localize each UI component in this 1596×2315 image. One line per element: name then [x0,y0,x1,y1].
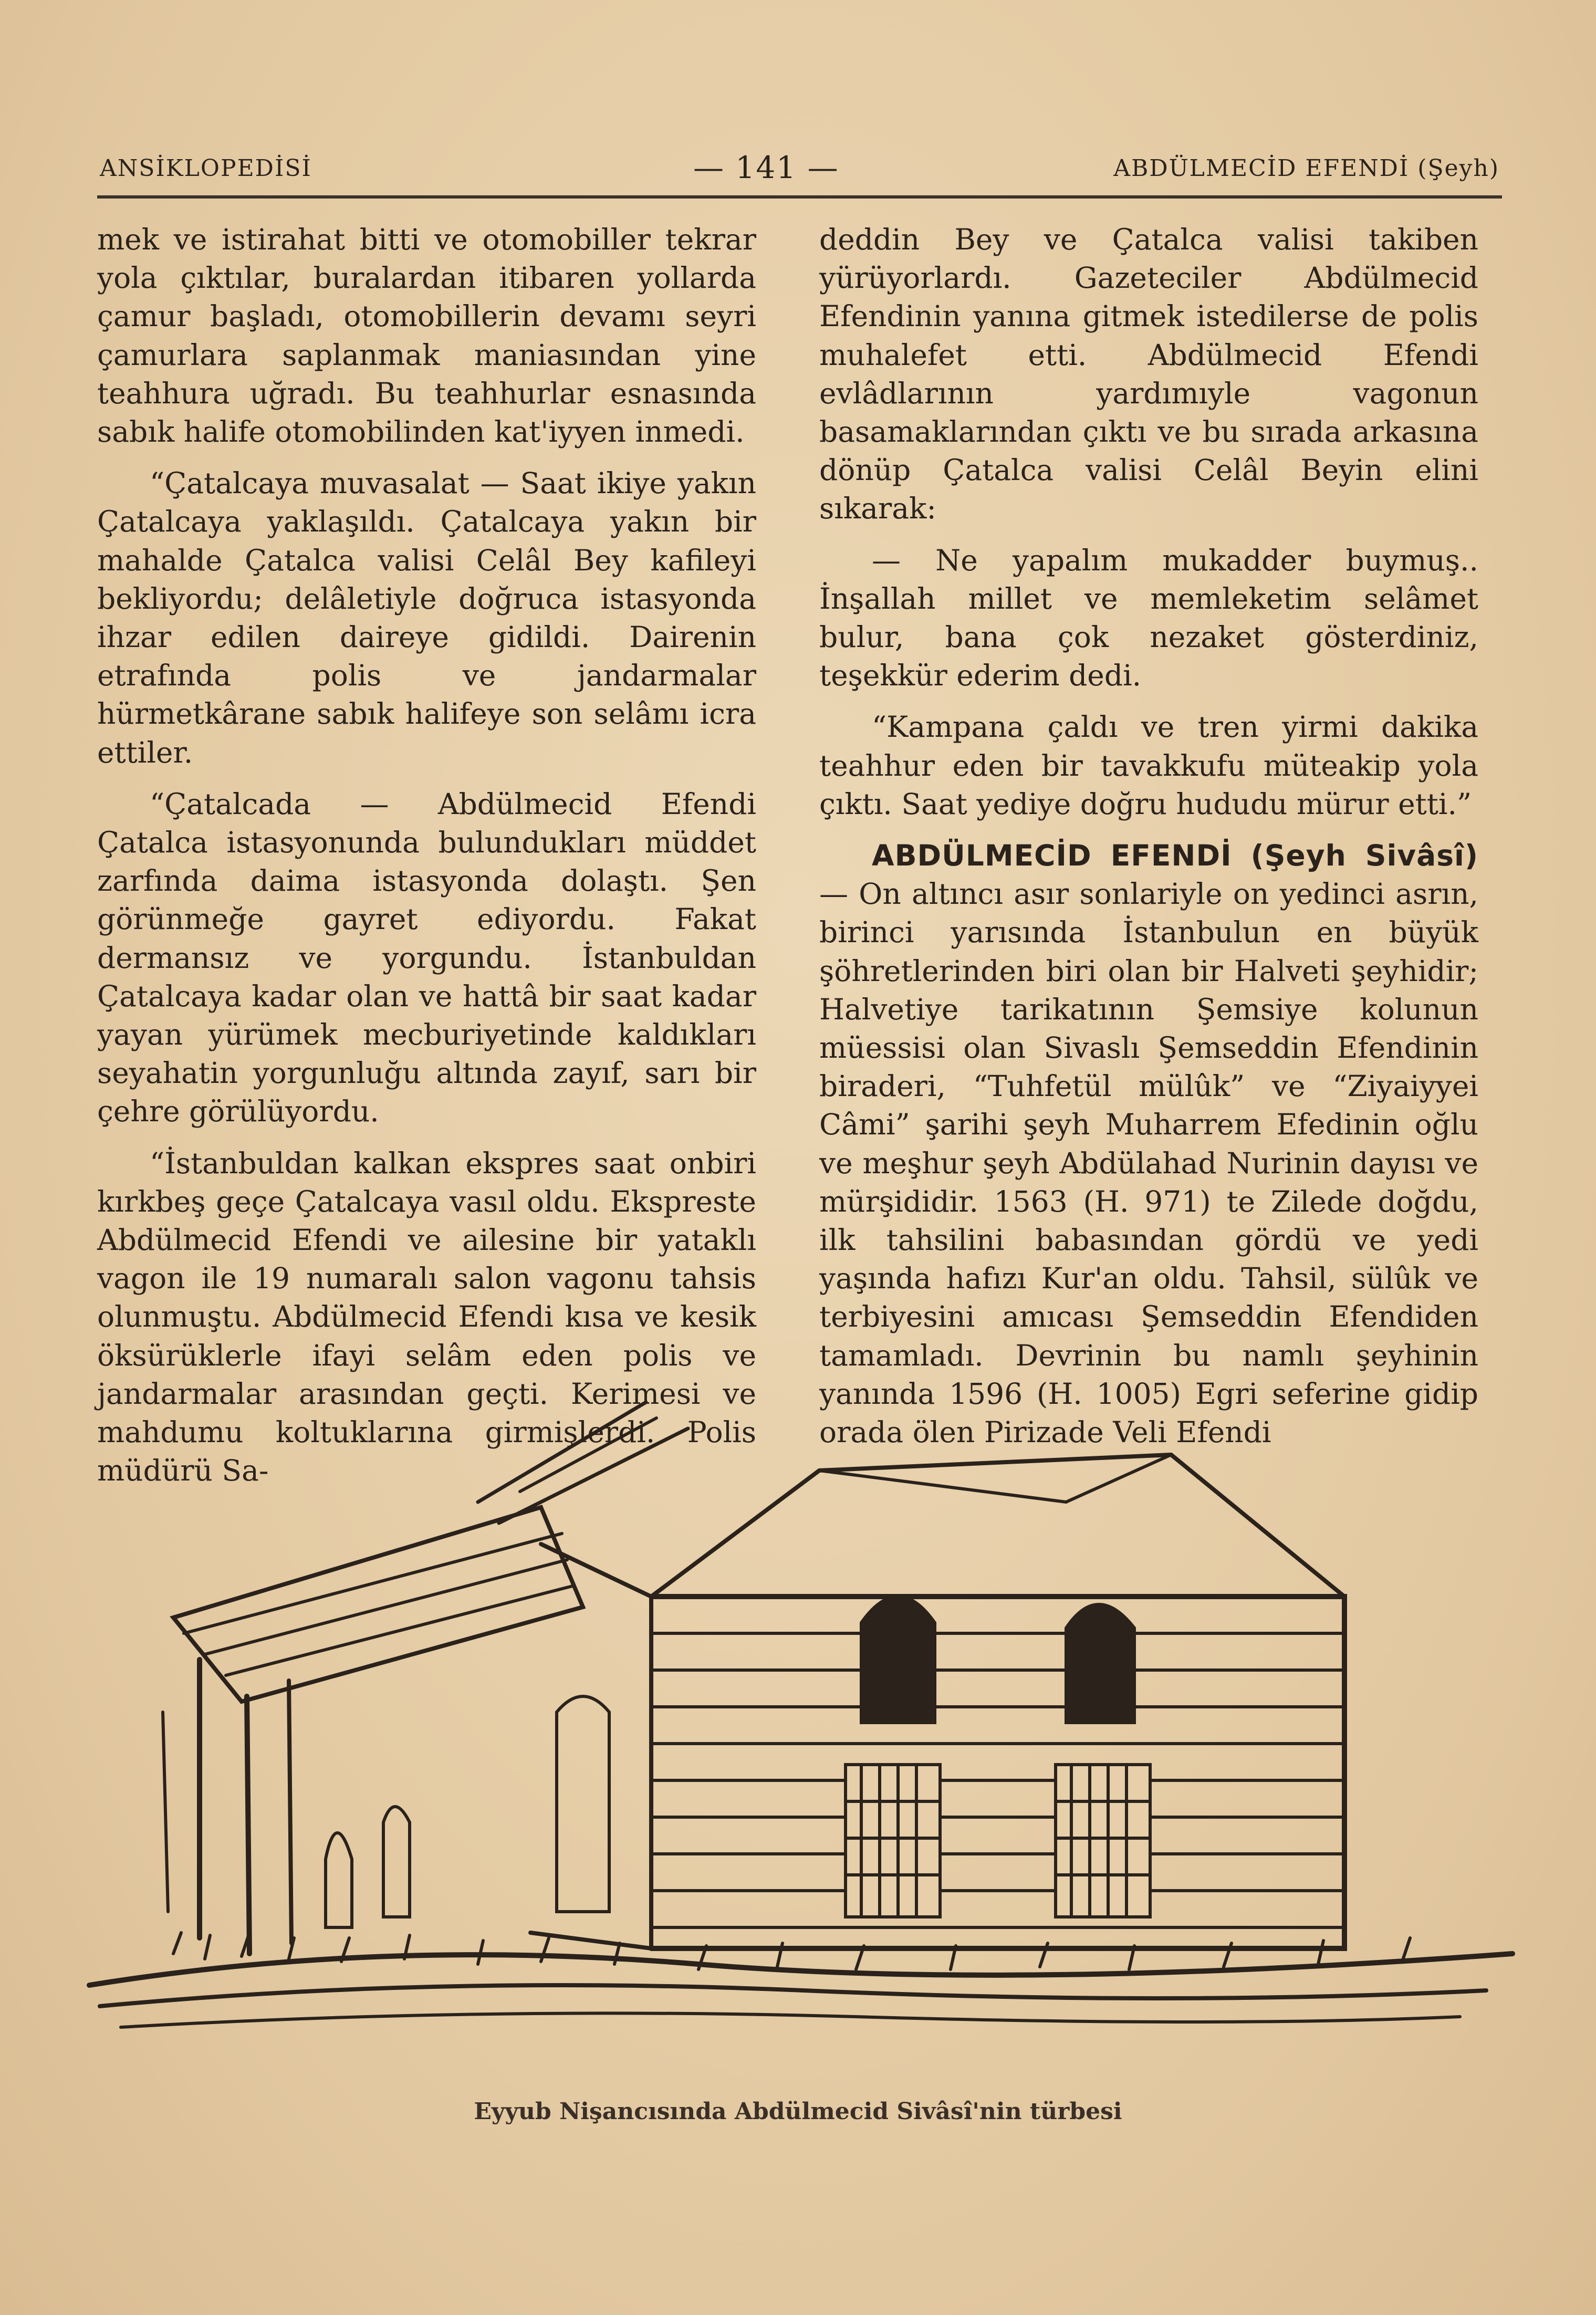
header-rule [97,195,1502,199]
header-right: ABDÜLMECİD EFENDİ (Şeyh) [1113,155,1499,182]
running-header [100,150,1499,197]
entry-paragraph [819,837,1478,1452]
left-paragraph-1: mek ve istirahat bitti ve otomobiller tekrar yola çıktılar, buralardan itibaren yollarda çamur başladı, otomobillerin devamı seyri çamurlara saplanmak maniasından yine teahhura uğradı. Bu teahhurlar esnasında sabık halife otomobilinden kat'iyyen inmedi. [97,223,756,449]
figure-caption: Eyyub Nişancısında Abdülmecid Sivâsî'nin türbesi [474,2098,1122,2125]
left-column [97,221,756,1490]
left-paragraph-2: “Çatalcaya muvasalat — Saat ikiye yakın Çatalcaya yaklaşıldı. Çatalcaya yakın bir mahalde Çatalca valisi Celâl Bey kafileyi bekliyordu; delâletiyle doğruca istasyonda ihzar edilen daireye gidildi. Dairenin etrafında polis ve jandarmalar hürmetkârane sabık halifeye son selâmı icra ettiler. [97,466,756,769]
tomb-illustration [68,1386,1539,2069]
right-paragraph-1: deddin Bey ve Çatalca valisi takiben yürüyorlardı. Gazeteciler Abdülmecid Efendinin yanına gitmek istedilerse de polis muhalefet etti. Abdülmecid Efendi evlâdlarının yardımıyle vagonun basamaklarından çıktı ve bu sırada arkasına dönüp Çatalca valisi Celâl Beyin elini sıkarak: [819,223,1478,526]
header-left: ANSİKLOPEDİSİ [100,155,312,182]
page-number: — 141 — [693,150,839,185]
left-paragraph-4: “İstanbuldan kalkan ekspres saat onbiri kırkbeş geçe Çatalcaya vasıl oldu. Ekspreste Abdülmecid Efendi ve ailesine bir yataklı vagon ile 19 numaralı salon vagonu tahsis olunmuştu. Abdülmecid Efendi kısa ve kesik öksürüklerle ifayi selâm eden polis ve jandarmalar arasından geçti. Kerimesi ve mahdumu koltuklarına girmişlerdi. Polis müdürü Sa- [97,1146,756,1488]
right-paragraph-3: “Kampana çaldı ve tren yirmi dakika teahhur eden bir tavakkufu müteakip yola çıktı. Saat yediye doğru hududu mürur etti.” [819,710,1478,821]
right-column [819,221,1478,1452]
entry-headword: ABDÜLMECİD EFENDİ [872,839,1232,873]
entry-body: — On altıncı asır sonlariyle on yedinci asrın, birinci yarısında İstanbulun en büyük şöhretlerinden biri olan bir Halveti şeyhidir; Halvetiye tarikatının Şemsiye kolunun müessisi olan Sivaslı Şemseddin Efendinin biraderi, “Tuhfetül mülûk” ve “Ziyaiyyei Câmi” şarihi şeyh Muharrem Efedinin oğlu ve meşhur şeyh Abdülahad Nurinin dayısı ve mürşididir. 1563 (H. 971) te Zilede doğdu, ilk tahsilini babasından gördü ve yedi yaşında hafızı Kur'an oldu. Tahsil, sülûk ve terbiyesini amıcası Şemseddin Efendiden tamamladı. Devrinin bu namlı şeyhinin yanında 1596 (H. 1005) Egri seferine gidip orada ölen Pirizade Veli Efendi [819,877,1478,1450]
left-paragraph-3: “Çatalcada — Abdülmecid Efendi Çatalca istasyonunda bulundukları müddet zarfında daima istasyonda dolaştı. Şen görünmeğe gayret ediyordu. Fakat dermansız ve yorgundu. İstanbuldan Çatalcaya kadar olan ve hattâ bir saat kadar yayan yürümek mecburiyetinde kaldıkları seyahatin yorgunluğu altında zayıf, sarı bir çehre görülüyordu. [97,787,756,1129]
entry-headword-suffix: (Şeyh Sivâsî) [1232,839,1478,873]
right-paragraph-2: — Ne yapalım mukadder buymuş.. İnşallah millet ve memleketim selâmet bulur, bana çok nezaket gösterdiniz, teşekkür ederim dedi. [819,543,1478,693]
